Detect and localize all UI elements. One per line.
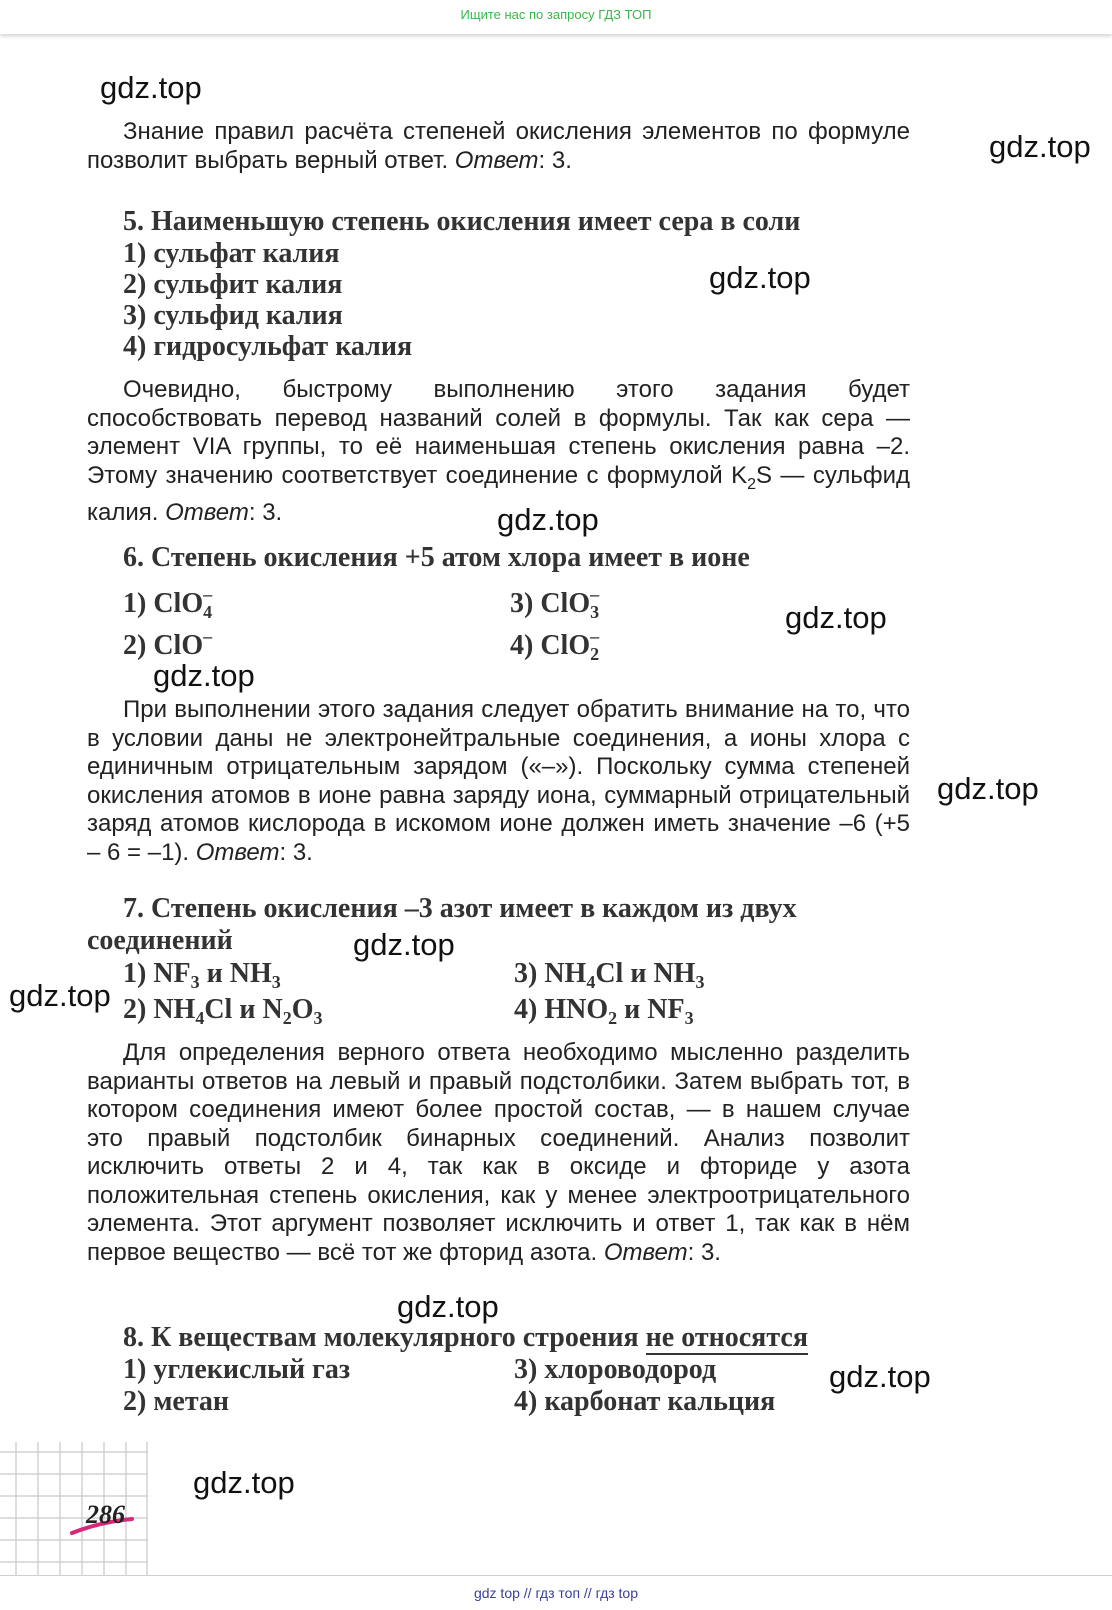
q6-option-1-label: 1) ClO <box>123 588 204 619</box>
q5-option-4: 4) гидросульфат калия <box>123 331 413 362</box>
intro-answer-label: Ответ <box>454 146 539 174</box>
q7-option-2 <box>123 994 322 1026</box>
q7-option-2-sub: 4 <box>195 1008 205 1028</box>
top-banner-text[interactable]: Ищите нас по запросу ГДЗ ТОП <box>460 7 652 22</box>
q6-explanation-text: При выполнении этого задания следует обратить внимание на то, что в условии даны не электронейтральные соединения, а ионы хлора с единичным отрицательным зарядом («–»). Поскольку сумма степеней окисления атомов в ионе равна заряду иона, суммарный отрицательный заряд атомов кислорода в искомом ионе должен иметь значение –6 (+5 – 6 = –1). <box>87 696 910 866</box>
q6-option-3 <box>510 584 600 622</box>
q7-option-1-part: и NH <box>199 958 272 989</box>
q5-answer-label: Ответ <box>165 498 249 526</box>
q8-option-4: 4) карбонат кальция <box>514 1386 776 1417</box>
q8-option-1: 1) углекислый газ <box>123 1354 351 1385</box>
q7-option-3-sub: 3 <box>695 972 705 992</box>
q6-explanation <box>87 696 910 867</box>
q6-option-4-charge: – <box>590 626 600 646</box>
q6-option-4 <box>510 626 600 664</box>
watermark: gdz.top <box>709 260 811 295</box>
q7-option-1-sub: 3 <box>271 972 281 992</box>
q7-option-1 <box>123 958 281 990</box>
top-banner[interactable] <box>0 0 1112 34</box>
q6-title <box>87 542 910 574</box>
q6-option-1-sub: 4 <box>203 602 213 622</box>
intro-text: Знание правил расчёта степеней окисления элементов по формуле позволит выбрать верный ответ. <box>87 118 910 174</box>
footer-links[interactable]: gdz top // гдз топ // гдз top <box>473 1585 639 1601</box>
q6-option-2-label: 2) ClO <box>123 630 204 661</box>
watermark: gdz.top <box>100 70 202 105</box>
q5-explanation-sub: 2 <box>747 475 756 493</box>
q7-option-2-sub: 3 <box>313 1008 323 1028</box>
page-grid-decoration <box>0 1442 148 1576</box>
q8-option-2: 2) метан <box>123 1386 230 1417</box>
watermark: gdz.top <box>937 771 1039 806</box>
q7-explanation <box>87 1039 910 1267</box>
q5-explanation-text-a: Очевидно, быстрому выполнению этого задания будет способствовать перевод названий солей в формулы. Так как сера — элемент VIA группы, то её наименьшая степень окисления равна –2. Этому значению соответствует соединение с формулой K <box>87 376 910 489</box>
watermark: gdz.top <box>9 978 111 1013</box>
watermark: gdz.top <box>353 927 455 962</box>
q7-answer-label: Ответ <box>603 1238 688 1266</box>
q6-answer-label: Ответ <box>195 838 280 866</box>
q7-option-3-part: Cl и NH <box>595 958 696 989</box>
q6-option-3-charge: – <box>590 584 600 604</box>
q5-option-2: 2) сульфит калия <box>123 269 343 300</box>
q5-title-text: Наименьшую степень окисления имеет сера в соли <box>151 206 801 237</box>
q5-option-1: 1) сульфат калия <box>123 238 340 269</box>
q8-number: 8. <box>123 1322 144 1353</box>
q5-answer-value: : 3. <box>248 498 283 526</box>
q8-title-emphasis: не относятся <box>645 1322 808 1353</box>
q7-option-3-part: 3) NH <box>514 958 587 989</box>
q8-option-3: 3) хлороводород <box>514 1354 717 1385</box>
q6-option-4-sub: 2 <box>590 644 600 664</box>
q7-option-4-sub: 2 <box>608 1008 618 1028</box>
q7-number: 7. <box>123 893 144 924</box>
intro-paragraph <box>87 118 910 175</box>
watermark: gdz.top <box>989 129 1091 164</box>
q6-option-2-charge: – <box>203 626 213 646</box>
watermark: gdz.top <box>397 1289 499 1324</box>
q6-option-4-label: 4) ClO <box>510 630 591 661</box>
textbook-page <box>0 34 1112 1574</box>
q7-title <box>87 893 910 957</box>
watermark: gdz.top <box>829 1359 931 1394</box>
q5-number: 5. <box>123 206 144 237</box>
q7-answer-value: : 3. <box>687 1238 721 1266</box>
q5-option-3: 3) сульфид калия <box>123 300 343 331</box>
q7-title-text: Степень окисления –3 азот имеет в каждом из двух соединений <box>87 893 797 956</box>
q7-option-3-sub: 4 <box>586 972 596 992</box>
q7-option-4-part: 4) HNO <box>514 994 609 1025</box>
q6-number: 6. <box>123 542 144 573</box>
q7-explanation-text: Для определения верного ответа необходимо мысленно разделить варианты ответов на левый и правый подстолбики. Затем выбрать тот, в котором соединения имеют более простой состав, — в нашем случае это правый подстолбик бинарных соединений. Анализ позволит исключить ответы 2 и 4, так как в оксиде и фториде у азота положительная степень окисления, как у менее электроотрицательного элемента. Этот аргумент позволяет исключить и ответ 1, так как в нём первое вещество — всё тот же фторид азота. <box>87 1039 910 1266</box>
q7-option-2-part: Cl и N <box>204 994 283 1025</box>
q6-option-1-charge: – <box>203 584 213 604</box>
watermark: gdz.top <box>785 600 887 635</box>
q7-option-2-part: 2) NH <box>123 994 196 1025</box>
q6-answer-value: : 3. <box>279 838 313 866</box>
q8-title <box>87 1322 910 1354</box>
q5-explanation-text-b: S — сульфид калия. <box>87 461 910 526</box>
page-number: 286 <box>86 1500 125 1529</box>
q6-option-3-sub: 3 <box>590 602 600 622</box>
q7-option-2-sub: 2 <box>282 1008 292 1028</box>
q5-title <box>87 206 910 238</box>
q7-option-1-sub: 3 <box>190 972 200 992</box>
watermark: gdz.top <box>153 658 255 693</box>
q6-option-1 <box>123 584 213 622</box>
watermark: gdz.top <box>193 1465 295 1500</box>
q7-option-4-sub: 3 <box>684 1008 694 1028</box>
intro-answer-value: : 3. <box>538 146 572 174</box>
q7-option-1-part: 1) NF <box>123 958 191 989</box>
q8-title-text: К веществам молекулярного строения <box>151 1322 639 1353</box>
q7-option-4-part: и NF <box>617 994 685 1025</box>
q6-option-3-label: 3) ClO <box>510 588 591 619</box>
watermark: gdz.top <box>497 502 599 537</box>
q7-option-3 <box>514 958 704 990</box>
q7-option-4 <box>514 994 694 1026</box>
q7-option-2-part: O <box>291 994 314 1025</box>
q6-title-text: Степень окисления +5 атом хлора имеет в ионе <box>151 542 750 573</box>
footer-bar[interactable] <box>0 1575 1112 1610</box>
